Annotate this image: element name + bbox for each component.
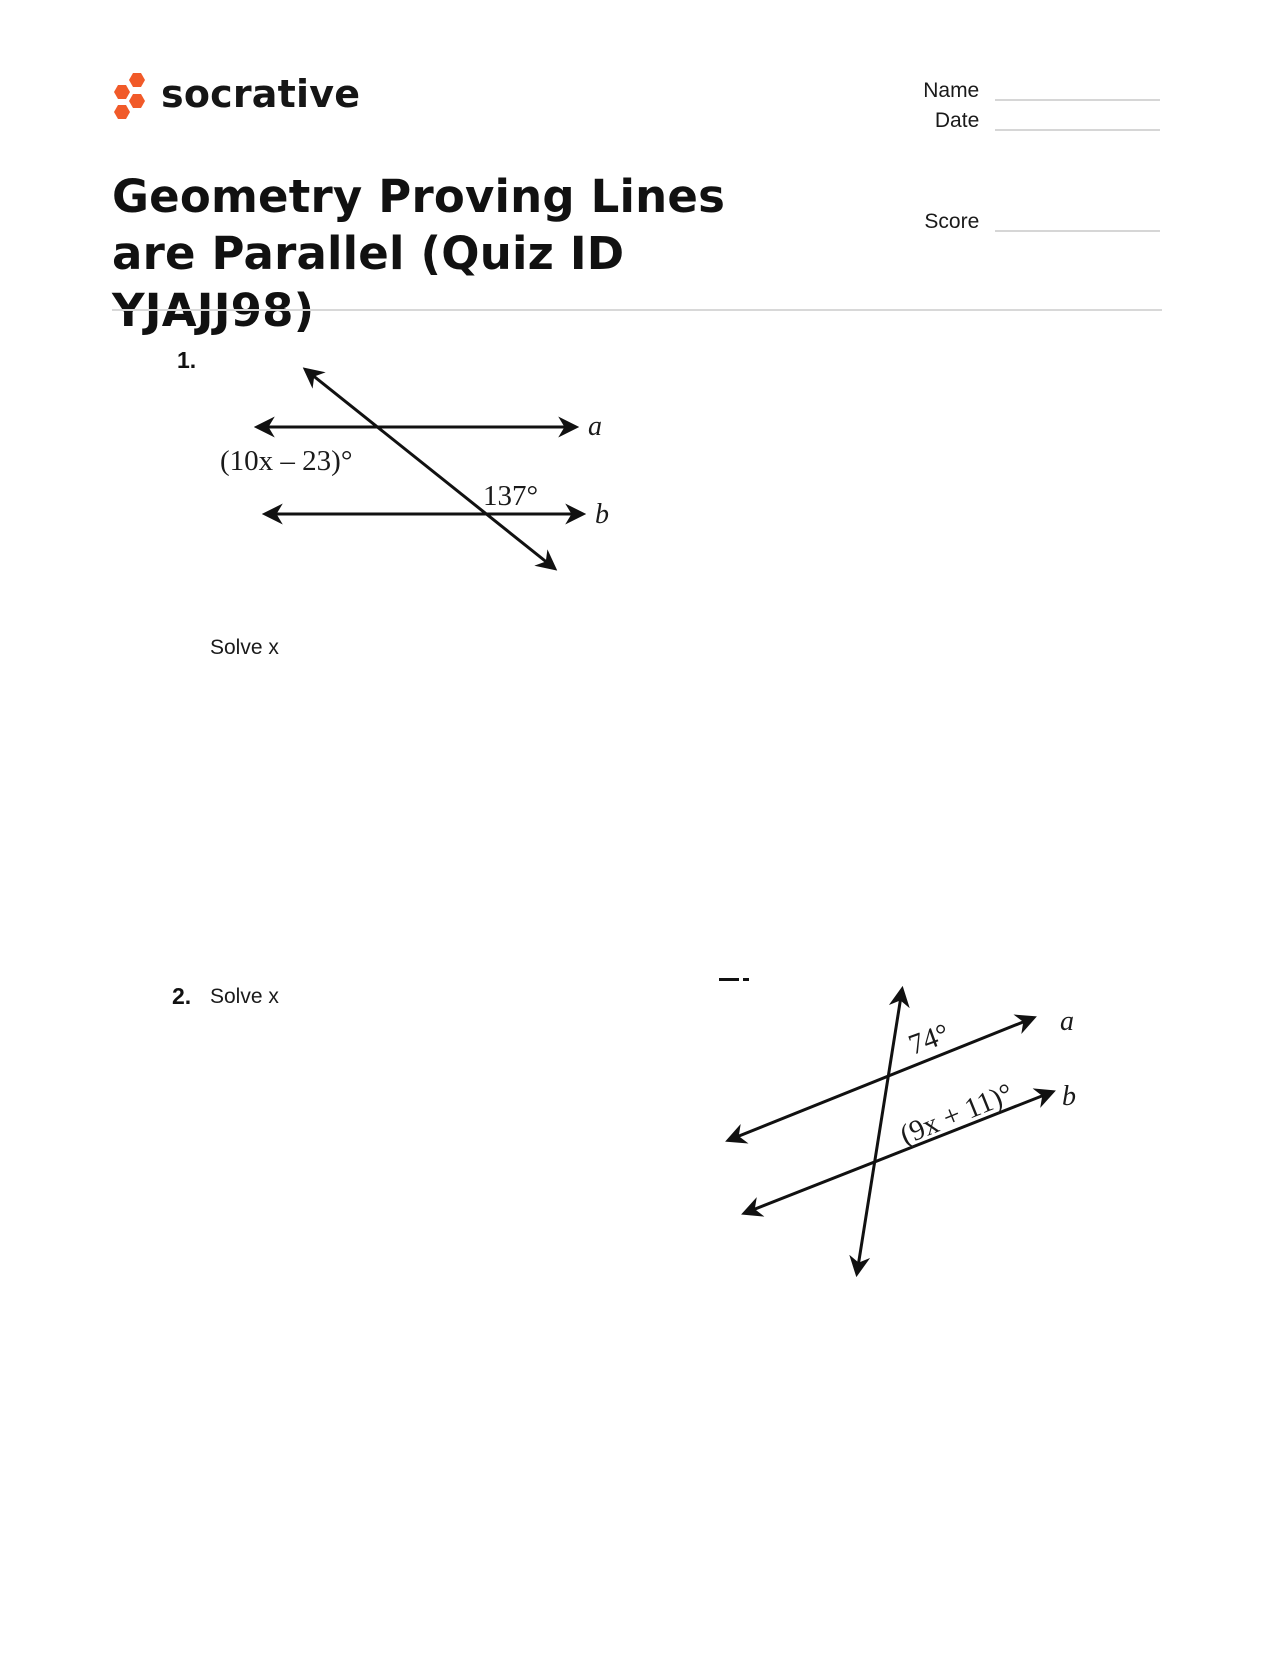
line-a-label: a [588, 411, 602, 442]
question-2-figure [715, 970, 1095, 1290]
score-line[interactable] [995, 230, 1160, 232]
parallel-lines-diagram-1 [220, 360, 620, 580]
angle-label-2: (9x + 11)° [895, 1077, 1018, 1152]
date-field[interactable] [880, 108, 1160, 134]
line-b-label: b [1062, 1081, 1076, 1112]
header-divider [112, 309, 1162, 311]
name-field[interactable] [880, 78, 1160, 104]
angle-label-2: 137° [483, 480, 539, 512]
name-line[interactable] [995, 99, 1160, 101]
page-title: Geometry Proving Lines are Parallel (Quiz ID YJAJJ98) [112, 170, 726, 337]
line-b-label: b [595, 499, 609, 530]
angle-label-1: 74° [904, 1017, 954, 1062]
date-label: Date [934, 109, 980, 132]
question-1-number: 1. [177, 347, 197, 373]
hexagon-cluster-icon [111, 72, 149, 120]
name-label: Name [923, 79, 980, 102]
score-label: Score [924, 210, 980, 233]
question-1-prompt: Solve x [210, 636, 279, 659]
parallel-lines-diagram-2 [715, 970, 1095, 1290]
question-1-figure [220, 360, 620, 580]
date-line[interactable] [995, 129, 1160, 131]
question-2-number: 2. [172, 983, 192, 1009]
angle-label-1: (10x – 23)° [220, 445, 353, 477]
question-2-prompt: Solve x [210, 985, 279, 1008]
line-a-label: a [1060, 1006, 1074, 1037]
socrative-logo [111, 72, 360, 120]
score-field[interactable] [880, 209, 1160, 235]
brand-name: socrative [161, 72, 361, 116]
